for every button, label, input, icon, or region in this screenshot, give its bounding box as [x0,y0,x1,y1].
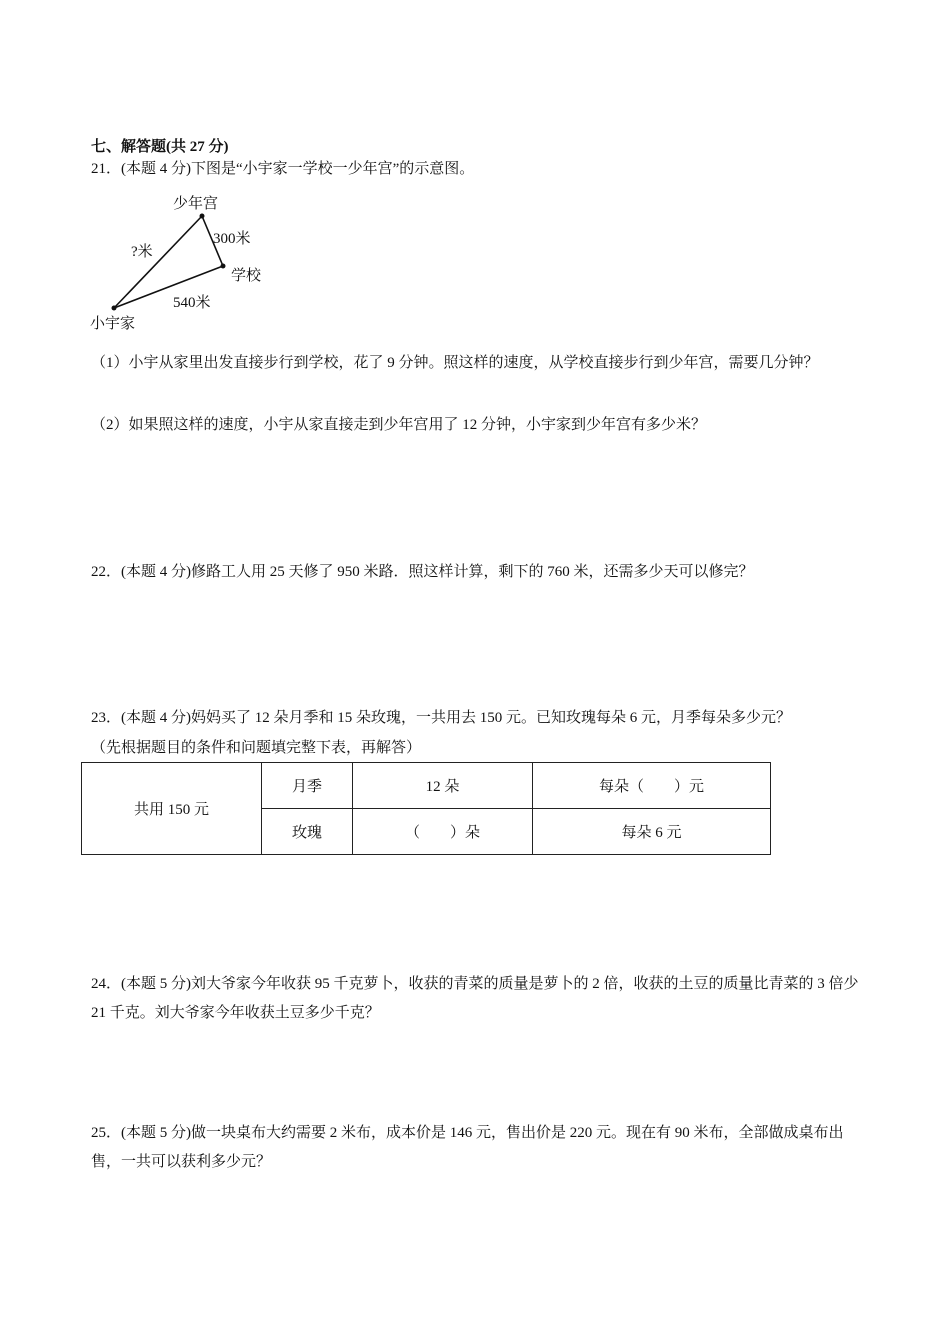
count-cell: （ ）朵 [353,809,533,855]
question-21-stem: 21．(本题 4 分)下图是“小宇家一学校一少年宫”的示意图。 [91,161,475,177]
count-cell: 12 朵 [353,763,533,809]
point-palace [200,214,205,219]
question-25-stem: 25．(本题 5 分)做一块桌布大约需要 2 米布，成本价是 146 元，售出价是 220 元。现在有 90 米布，全部做成桌布出售，一共可以获利多少元？ [91,1125,844,1170]
question-23-table [81,762,771,855]
price-cell: 每朵（ ）元 [533,763,771,809]
question-23-stem: 23．(本题 4 分)妈妈买了 12 朵月季和 15 朵玫瑰，一共用去 150 元。已知玫瑰每朵 6 元，月季每朵多少元？ [91,710,791,726]
label-home: 小宇家 [90,316,136,332]
label-distance-home-school: 540米 [173,295,211,311]
question-22-stem: 22．(本题 4 分)修路工人用 25 天修了 950 米路．照这样计算，剩下的 760 米，还需多少天可以修完？ [91,564,754,580]
flower-name-cell: 玫瑰 [262,809,353,855]
label-distance-home-palace: ?米 [131,244,153,260]
route-diagram [85,185,285,335]
total-cell: 共用 150 元 [82,763,262,855]
point-school [221,264,226,269]
question-23-note: （先根据题目的条件和问题填完整下表，再解答） [91,740,422,756]
point-home [112,306,117,311]
question-21-part-2: （2）如果照这样的速度，小宇从家直接走到少年宫用了 12 分钟，小宇家到少年宫有多少米？ [91,417,707,433]
question-21-part-1: （1）小宇从家里出发直接步行到学校，花了 9 分钟。照这样的速度，从学校直接步行到少年宫，需要几分钟？ [91,355,819,371]
flower-name-cell: 月季 [262,763,353,809]
question-24-stem: 24．(本题 5 分)刘大爷家今年收获 95 千克萝卜，收获的青菜的质量是萝卜的 2 倍，收获的土豆的质量比青菜的 3 倍少 21 千克。刘大爷家今年收获土豆多少千克？ [91,976,859,1021]
price-cell: 每朵 6 元 [533,809,771,855]
table-row [82,763,771,809]
label-distance-palace-school: 300米 [213,231,251,247]
label-school: 学校 [231,268,262,284]
label-palace: 少年宫 [173,196,219,212]
section-title: 七、解答题(共 27 分) [91,139,229,155]
